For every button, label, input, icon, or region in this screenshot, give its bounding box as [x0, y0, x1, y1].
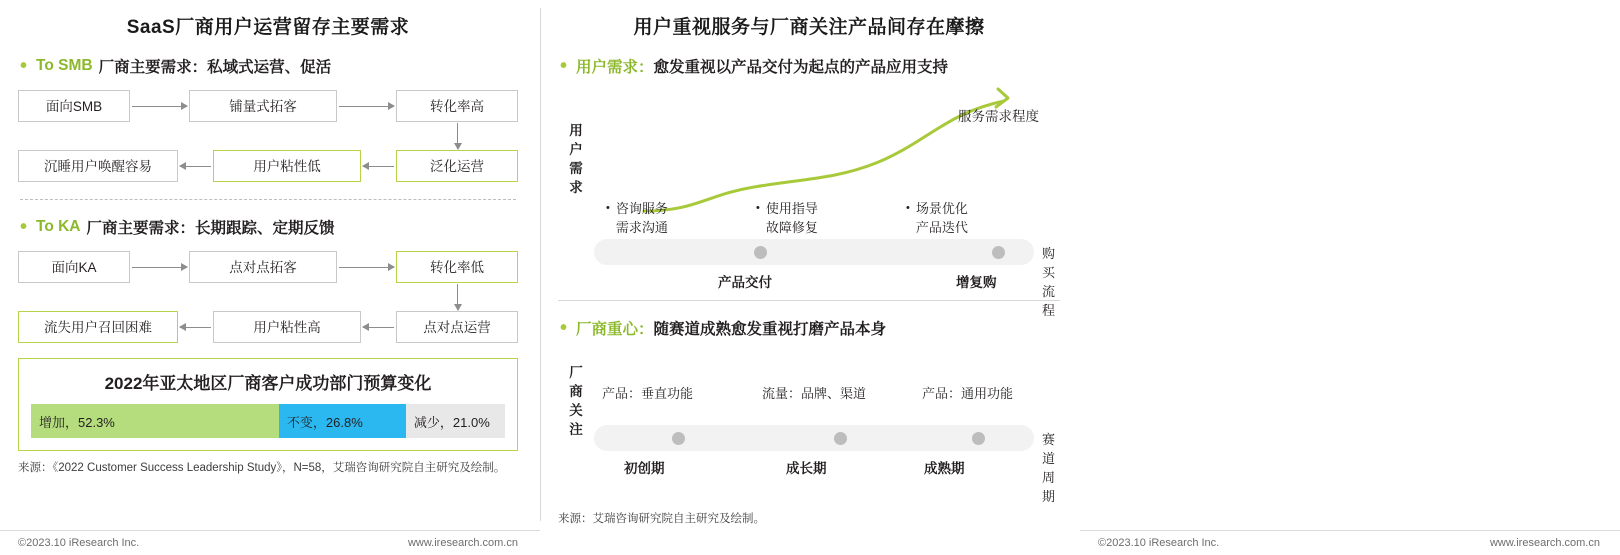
smb-node-6: 泛化运营 — [396, 150, 518, 182]
chart2-track — [594, 425, 1034, 451]
chart1-stage-1: 产品交付 — [718, 275, 772, 290]
ka-flow-diagram — [18, 250, 518, 344]
chart1-x-axis-label: 购买流程 — [1042, 246, 1056, 318]
vendor-focus-heading — [558, 317, 1060, 339]
smb-connector-row — [18, 123, 518, 149]
list-dot-icon: • — [906, 202, 910, 214]
list-dot-icon: • — [756, 202, 760, 214]
user-demand-text: 愈发重视以产品交付为起点的产品应用支持 — [653, 59, 949, 76]
ka-vertical-arrow — [457, 284, 458, 310]
ka-arrow-4 — [363, 327, 394, 328]
chart2-stage-1: 初创期 — [624, 461, 665, 476]
left-panel-title: SaaS厂商用户运营留存主要需求 — [126, 17, 410, 38]
smb-heading-text: 厂商主要需求：私域式运营、促活 — [98, 59, 332, 76]
chart2-stage-3: 成熟期 — [924, 461, 965, 476]
chart2-item-2: 流量：品牌、渠道 — [762, 386, 867, 401]
budget-stacked-bar — [31, 404, 505, 438]
ka-node-4: 流失用户召回困难 — [18, 311, 178, 343]
ka-flow-row-1 — [18, 250, 518, 284]
ka-node-1: 面向KA — [18, 251, 130, 283]
chart2-node-mature — [972, 432, 985, 445]
chart1-col2-item2: 故障修复 — [765, 220, 818, 235]
chart2-item-1: 产品：垂直功能 — [602, 386, 694, 401]
chart1-col2-item1: 使用指导 — [765, 201, 818, 216]
right-footer — [1080, 530, 1620, 549]
chart2-stage-2: 成长期 — [786, 461, 827, 476]
chart1-columns — [606, 199, 1066, 237]
budget-segment-increase: 增加，52.3% — [31, 404, 279, 438]
left-panel — [0, 0, 540, 555]
left-source-note: 来源：《2022 Customer Success Leadership Study》，N=58，艾瑞咨询研究院自主研究及绘制。 — [18, 462, 506, 474]
smb-node-4: 沉睡用户唤醒容易 — [18, 150, 178, 182]
ka-flow-row-2 — [18, 310, 518, 344]
vendor-focus-text: 随赛道成熟愈发重视打磨产品本身 — [653, 321, 887, 338]
ka-connector-row — [18, 284, 518, 310]
chart2-node-growth — [834, 432, 847, 445]
chart1-col1-item2: 需求沟通 — [615, 220, 668, 235]
right-source-note: 来源：艾瑞咨询研究院自主研究及绘制。 — [558, 513, 765, 525]
ka-heading-text: 厂商主要需求：长期跟踪、定期反馈 — [86, 220, 335, 237]
bullet-dot-icon: • — [20, 55, 28, 77]
left-footer — [0, 530, 540, 549]
smb-node-3: 转化率高 — [396, 90, 518, 122]
chart1-col3-item2: 产品迭代 — [915, 220, 968, 235]
smb-node-5: 用户粘性低 — [213, 150, 361, 182]
bullet-dot-icon: • — [20, 216, 28, 238]
chart1-stage-2: 增复购 — [956, 275, 997, 290]
chart1-track — [594, 239, 1034, 265]
chart1-col3-item1: 场景优化 — [915, 201, 968, 216]
smb-flow-row-2 — [18, 149, 518, 183]
chart1-curve-label: 服务需求程度 — [958, 109, 1039, 124]
smb-node-1: 面向SMB — [18, 90, 130, 122]
user-demand-prefix: 用户需求： — [576, 59, 654, 76]
chart2-node-startup — [672, 432, 685, 445]
smb-heading-prefix: To SMB — [36, 57, 93, 74]
smb-arrow-1 — [132, 106, 187, 107]
chart2-item-3: 产品：通用功能 — [922, 386, 1014, 401]
ka-arrow-1 — [132, 267, 187, 268]
chart1-node-repurchase — [992, 246, 1005, 259]
chart2-x-axis-label: 赛道周期 — [1042, 432, 1056, 504]
bullet-dot-icon: • — [560, 317, 568, 339]
left-footer-copyright: ©2023.10 iResearch Inc. — [18, 537, 140, 549]
ka-node-2: 点对点拓客 — [189, 251, 337, 283]
user-demand-heading — [558, 55, 1060, 77]
ka-node-3: 转化率低 — [396, 251, 518, 283]
section-divider — [20, 199, 516, 200]
chart1-node-delivery — [754, 246, 767, 259]
right-footer-copyright: ©2023.10 iResearch Inc. — [1098, 537, 1220, 549]
smb-section-heading — [18, 55, 518, 77]
chart1-col1-item1: 咨询服务 — [615, 201, 668, 216]
chart2-items — [602, 383, 1072, 402]
left-footer-url[interactable]: www.iresearch.com.cn — [407, 537, 518, 549]
chart1-y-axis-label: 用 户 需 求 — [569, 123, 583, 195]
bullet-dot-icon: • — [560, 55, 568, 77]
chart2-y-axis-label: 厂 商 关 注 — [569, 365, 583, 437]
smb-vertical-arrow — [457, 123, 458, 149]
smb-node-2: 铺量式拓客 — [189, 90, 337, 122]
vendor-focus-prefix: 厂商重心： — [576, 321, 654, 338]
smb-arrow-3 — [180, 166, 211, 167]
smb-arrow-2 — [339, 106, 394, 107]
budget-chart-title: 2022年亚太地区厂商客户成功部门预算变化 — [104, 374, 432, 393]
chart1-column-3 — [906, 199, 1056, 237]
list-dot-icon: • — [606, 202, 610, 214]
smb-arrow-4 — [363, 166, 394, 167]
budget-chart-box — [18, 358, 518, 451]
vendor-focus-chart — [558, 347, 1060, 504]
user-demand-chart — [558, 83, 1060, 318]
smb-flow-row-1 — [18, 89, 518, 123]
chart1-column-1 — [606, 199, 756, 237]
ka-node-5: 用户粘性高 — [213, 311, 361, 343]
ka-arrow-3 — [180, 327, 211, 328]
ka-node-6: 点对点运营 — [396, 311, 518, 343]
ka-heading-prefix: To KA — [36, 218, 81, 235]
right-panel — [540, 0, 1600, 555]
budget-segment-same: 不变，26.8% — [279, 404, 406, 438]
smb-flow-diagram — [18, 89, 518, 183]
right-section-divider — [558, 300, 1060, 301]
budget-segment-decrease: 减少，21.0% — [406, 404, 505, 438]
chart1-column-2 — [756, 199, 906, 237]
ka-arrow-2 — [339, 267, 394, 268]
right-footer-url[interactable]: www.iresearch.com.cn — [1489, 537, 1600, 549]
right-panel-title: 用户重视服务与厂商关注产品间存在摩擦 — [633, 17, 985, 38]
ka-section-heading — [18, 216, 518, 238]
